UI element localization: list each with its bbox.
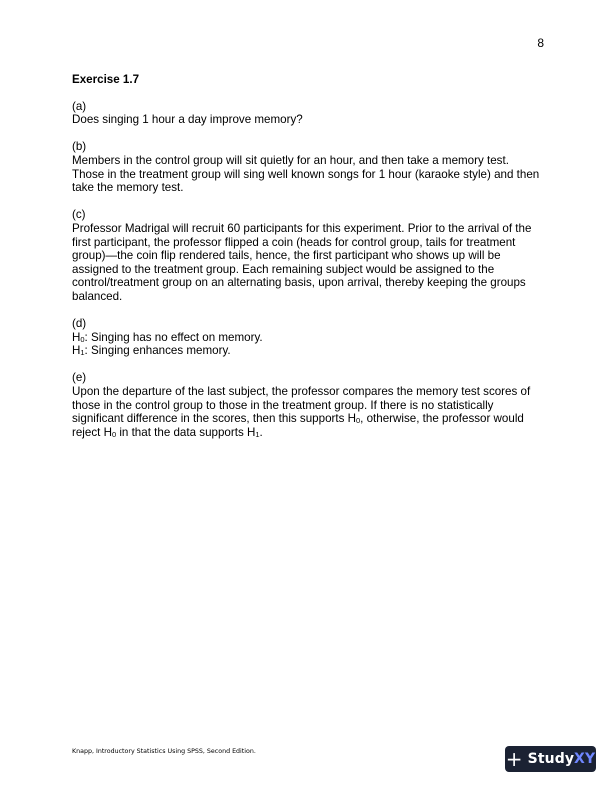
h1-symbol: H: [72, 344, 81, 358]
section-b: [72, 140, 542, 194]
section-d: [72, 317, 542, 358]
logo-text-xy: XY: [574, 751, 596, 767]
section-e-text-part4: .: [259, 425, 263, 439]
h1-text: : Singing enhances memory.: [84, 344, 231, 358]
section-e-sub3: 1: [255, 429, 260, 439]
exercise-content: [72, 73, 542, 453]
section-d-label: (d): [72, 317, 87, 331]
section-c: [72, 208, 542, 303]
page-number: 8: [537, 36, 544, 50]
section-a: [72, 100, 542, 127]
h1-subscript: 1: [80, 348, 85, 358]
section-e-sub1: 0: [356, 416, 361, 426]
logo-text-study: Study: [527, 751, 575, 767]
section-b-label: (b): [72, 140, 87, 154]
h0-subscript: 0: [80, 334, 85, 344]
section-c-text: Professor Madrigal will recruit 60 participants for this experiment. Prior to the arrival of the first participant, the professor flipped a coin (heads for control group, tails for treatment group)—the coin flip rendered tails, hence, the first participant who shows up will be assigned to the treatment group. Each remaining subject would be assigned to the control/treatment group on an alternating basis, upon arrival, thereby keeping the groups balanced.: [72, 221, 532, 303]
section-a-text: Does singing 1 hour a day improve memory?: [72, 113, 303, 127]
section-e: [72, 371, 542, 439]
section-e-text: [72, 385, 542, 439]
section-e-text-part1: Upon the departure of the last subject, the professor compares the memory test scores of those in the control group to those in the treatment group. If there is no statistically significant difference in the scores, then this supports H: [72, 385, 531, 426]
h0-symbol: H: [72, 330, 81, 344]
section-c-label: (c): [72, 208, 86, 222]
alternative-hypothesis: [72, 344, 542, 358]
plus-icon: +: [505, 747, 523, 771]
null-hypothesis: [72, 331, 542, 345]
footer-citation: Knapp, Introductory Statistics Using SPSS, Second Edition.: [72, 748, 256, 755]
section-e-text-part2: , otherwise, the professor would reject H: [72, 412, 524, 439]
exercise-title: Exercise 1.7: [72, 73, 140, 86]
studyxy-logo[interactable]: [505, 746, 596, 772]
h0-text: : Singing has no effect on memory.: [84, 330, 263, 344]
section-e-sub2: 0: [111, 429, 117, 439]
section-e-label: (e): [72, 371, 87, 385]
section-b-text: Members in the control group will sit quietly for an hour, and then take a memory test. Those in the treatment group will sing well known songs for 1 hour (karaoke style) and then take the memory test.: [72, 153, 540, 195]
section-a-label: (a): [72, 99, 87, 113]
section-e-text-part3: in that the data supports H: [116, 425, 256, 439]
